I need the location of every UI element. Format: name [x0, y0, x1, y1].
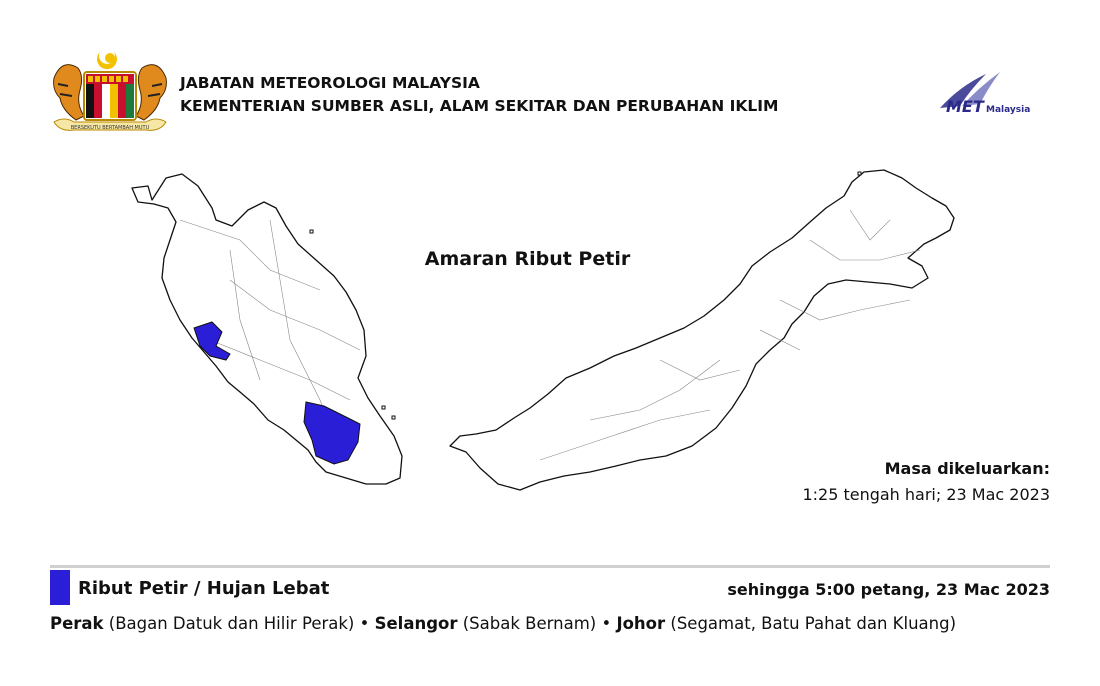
area-state: Perak [50, 614, 104, 633]
peninsular-malaysia [132, 174, 402, 484]
area-districts: (Sabak Bernam) [462, 614, 597, 633]
issued-label: Masa dikeluarkan: [884, 459, 1050, 478]
issued-time: 1:25 tengah hari; 23 Mac 2023 [802, 485, 1050, 504]
area-separator: • [601, 614, 612, 633]
area-state: Selangor [374, 614, 458, 633]
crest-motto: BERSEKUTU BERTAMBAH MUTU [70, 125, 150, 131]
issued-block [802, 456, 1050, 508]
area-separator: • [359, 614, 370, 633]
warning-areas [50, 614, 956, 633]
warning-color-swatch [50, 570, 70, 605]
area-state: Johor [616, 614, 666, 633]
warning-valid-until: sehingga 5:00 petang, 23 Mac 2023 [727, 580, 1050, 599]
divider [50, 565, 1050, 568]
warning-type: Ribut Petir / Hujan Lebat [78, 578, 330, 599]
coat-of-arms-logo [48, 48, 172, 138]
organisation-name [180, 72, 778, 118]
met-logo-subtext: Malaysia [986, 105, 1031, 115]
org-line-2: KEMENTERIAN SUMBER ASLI, ALAM SEKITAR DAN PERUBAHAN IKLIM [180, 97, 779, 115]
met-logo-text: MET [946, 97, 984, 116]
met-malaysia-logo [930, 66, 1054, 122]
area-districts: (Bagan Datuk dan Hilir Perak) [108, 614, 355, 633]
org-line-1: JABATAN METEOROLOGI MALAYSIA [180, 74, 480, 92]
area-districts: (Segamat, Batu Pahat dan Kluang) [670, 614, 957, 633]
map-title: Amaran Ribut Petir [424, 248, 631, 270]
east-malaysia [450, 170, 954, 490]
